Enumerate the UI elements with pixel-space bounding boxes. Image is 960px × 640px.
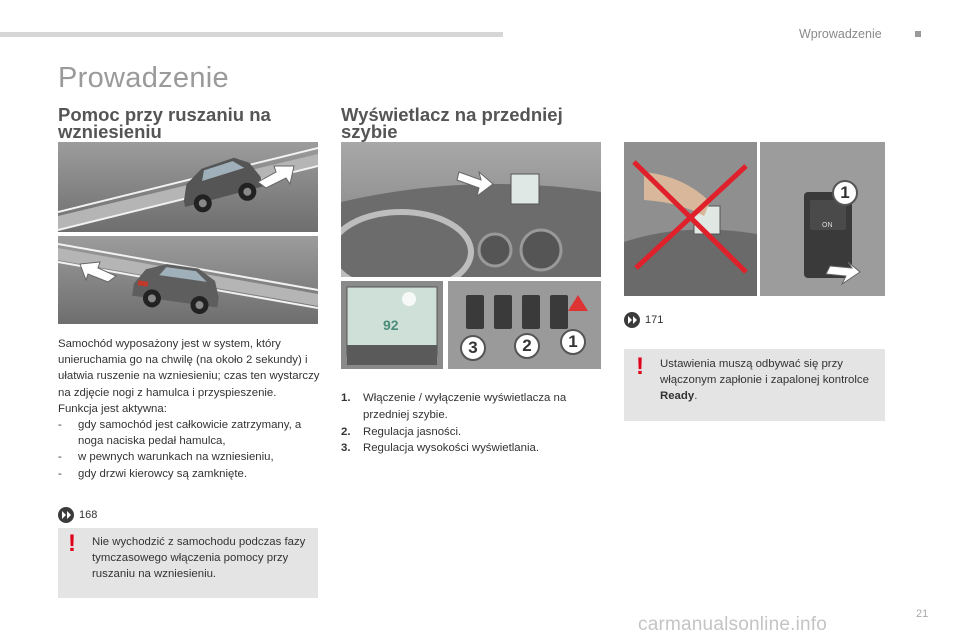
- hud-switch-image: [760, 142, 885, 296]
- condition-item: - w pewnych warunkach na wzniesieniu,: [58, 449, 320, 465]
- hud-buttons-image: [448, 281, 601, 369]
- hud-warning-box: [624, 349, 885, 421]
- switch-on-label: ON: [822, 222, 833, 229]
- page-title: Prowadzenie: [58, 62, 229, 94]
- hud-title-line1: Wyświetlacz na przedniej: [341, 104, 563, 125]
- hill-assist-page-ref[interactable]: [58, 507, 97, 523]
- warning-icon: !: [68, 530, 76, 557]
- condition-item: - gdy drzwi kierowcy są zamknięte.: [58, 466, 320, 482]
- hill-assist-title-line2: wzniesieniu: [58, 121, 162, 142]
- car-uphill-image: [58, 142, 318, 232]
- hill-assist-active-label: Funkcja jest aktywna:: [58, 402, 167, 415]
- hill-assist-text: [58, 336, 320, 482]
- hill-assist-warning-box: [58, 528, 318, 598]
- hill-assist-title: [58, 106, 318, 140]
- hill-assist-title-line1: Pomoc przy ruszaniu na: [58, 104, 271, 125]
- callout-2: 2: [514, 333, 540, 359]
- header-square-icon: [915, 31, 921, 37]
- callout-3: 3: [460, 335, 486, 361]
- page-ref-number: 168: [79, 509, 98, 521]
- watermark: carmanualsonline.info: [638, 614, 828, 635]
- page-ref-icon: [624, 312, 640, 328]
- page-ref-icon: [58, 507, 74, 523]
- hud-controls-list: [341, 390, 601, 457]
- hud-title-line2: szybie: [341, 121, 398, 142]
- hud-speed-readout: 92: [383, 317, 399, 333]
- hill-assist-warning-text: Nie wychodzić z samochodu podczas fazy tymczasowego włączenia pomocy przy ruszaniu na wzniesieniu.: [92, 536, 306, 581]
- condition-item: - gdy samochód jest całkowicie zatrzymany, a noga naciska pedał hamulca,: [58, 417, 320, 449]
- hud-dashboard-image: [341, 142, 601, 277]
- hill-assist-intro: Samochód wyposażony jest w system, który unieruchamia go na chwilę (na około 2 sekundy) i ułatwia ruszenie na wzniesieniu; czas ten wystarczy na zdjęcie nogi z hamulca i przyspieszenie.: [58, 338, 320, 399]
- hud-title: [341, 106, 601, 140]
- header-section-title: Wprowadzenie: [799, 27, 882, 41]
- list-item: 1. Włączenie / wyłączenie wyświetlacza na przedniej szybie.: [341, 392, 567, 421]
- hud-warning-text: Ustawienia muszą odbywać się przy włączonym zapłonie i zapalonej kontrolce Ready.: [660, 358, 869, 403]
- switch-callout-1: 1: [832, 180, 858, 206]
- list-item: 2. Regulacja jasności.: [341, 425, 462, 438]
- hud-screen-image: [341, 281, 443, 369]
- do-not-touch-image: [624, 142, 757, 296]
- hud-page-ref[interactable]: [624, 312, 663, 328]
- list-item: 3. Regulacja wysokości wyświetlania.: [341, 442, 539, 455]
- page-number: 21: [916, 608, 929, 620]
- car-downhill-image: [58, 236, 318, 324]
- header-bar: [0, 32, 503, 37]
- page-ref-number: 171: [645, 314, 664, 326]
- warning-icon: !: [636, 353, 644, 380]
- callout-1: 1: [560, 329, 586, 355]
